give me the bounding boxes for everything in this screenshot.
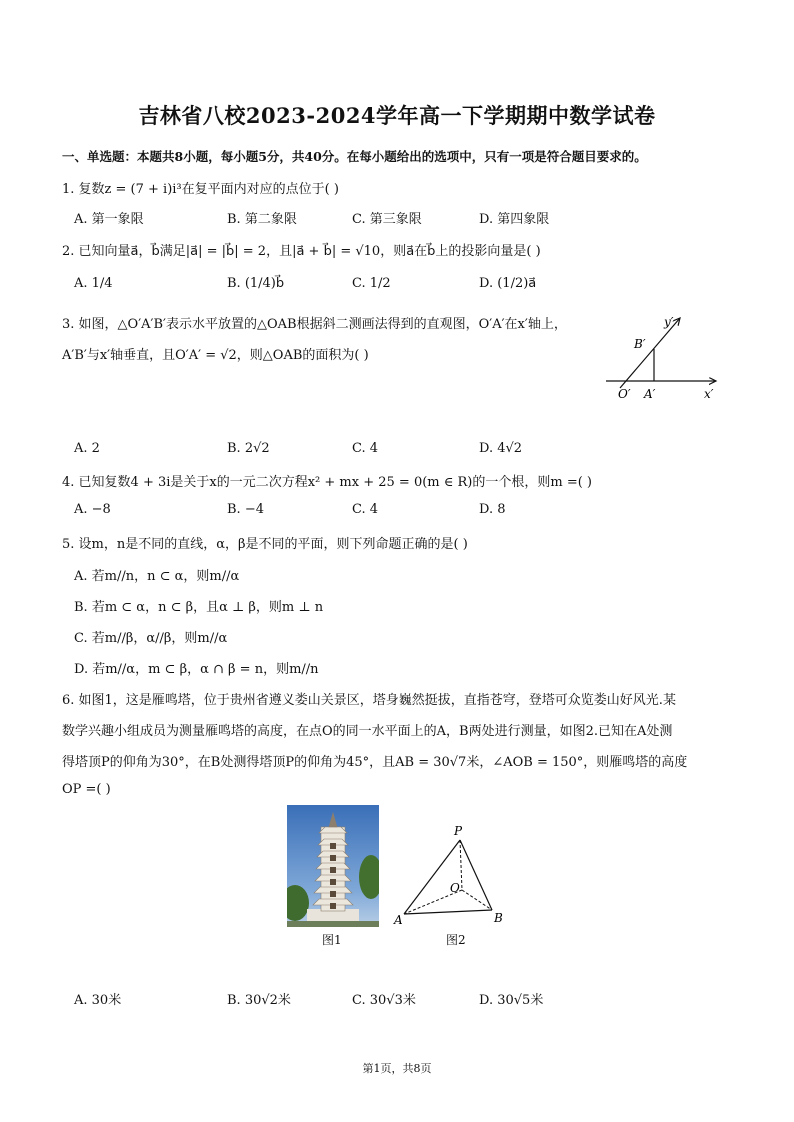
- question-3-stem-line2: A′B′与x′轴垂直，且O′A′ = √2，则△OAB的面积为( ): [62, 348, 369, 363]
- question-3-stem-line1: 3. 如图，△O′A′B′表示水平放置的△OAB根据斜二测画法得到的直观图，O′A′在x′轴上，: [62, 317, 567, 332]
- q3-oblique-projection-figure: [598, 310, 728, 405]
- label-o: O′: [618, 387, 631, 401]
- q1-option-a: A. 第一象限: [74, 212, 144, 227]
- ground: [287, 921, 379, 927]
- question-4-stem: 4. 已知复数4 + 3i是关于x的一元二次方程x² + mx + 25 = 0(m ∈ R)的一个根，则m =( ): [62, 475, 592, 490]
- q3-option-a: A. 2: [74, 441, 100, 456]
- label-x: x′: [704, 387, 714, 401]
- label-a: A′: [644, 387, 656, 401]
- label-b: B′: [634, 337, 646, 351]
- q5-option-a: A. 若m//n，n ⊂ α，则m//α: [74, 569, 240, 584]
- question-6-line4: OP =( ): [62, 782, 111, 797]
- question-1-options: [62, 208, 702, 226]
- edge-a-b: [404, 910, 492, 914]
- question-3-options: [62, 441, 702, 459]
- q6-option-b: B. 30√2米: [227, 993, 291, 1008]
- label-b: B: [494, 911, 503, 925]
- q2-option-d: D. (1/2)a⃗: [479, 276, 537, 291]
- label-y: y′: [664, 315, 674, 329]
- label-p: P: [454, 824, 463, 838]
- question-1-stem: 1. 复数z = (7 + i)i³在复平面内对应的点位于( ): [62, 182, 339, 197]
- q1-option-c: C. 第三象限: [352, 212, 422, 227]
- q3-option-b: B. 2√2: [227, 441, 270, 456]
- question-6-options: [62, 989, 702, 1007]
- q6-option-a: A. 30米: [74, 993, 122, 1008]
- question-6-line1: 6. 如图1，这是雁鸣塔，位于贵州省遵义娄山关景区，塔身巍然挺拔，直指苍穹，登塔可众览娄山好风光.某: [62, 693, 676, 708]
- page-footer: 第1页，共8页: [362, 1062, 432, 1075]
- section-heading: 一、单选题：本题共8小题，每小题5分，共40分。在每小题给出的选项中，只有一项是符合题目要求的。: [62, 149, 647, 164]
- q5-option-b: B. 若m ⊂ α，n ⊂ β，且α ⊥ β，则m ⊥ n: [74, 600, 324, 615]
- q2-option-b: B. (1/4)b⃗: [227, 276, 285, 291]
- question-2-stem: 2. 已知向量a⃗，b⃗满足|a⃗| = |b⃗| = 2，且|a⃗ + b⃗| = √10，则a⃗在b⃗上的投影向量是( ): [62, 244, 541, 259]
- question-6-line3: 得塔顶P的仰角为30°，在B处测得塔顶P的仰角为45°，且AB = 30√7米，∠AOB = 150°，则雁鸣塔的高度: [62, 755, 688, 770]
- q2-option-a: A. 1/4: [74, 276, 113, 291]
- q1-option-d: D. 第四象限: [479, 212, 550, 227]
- page-title: 吉林省八校2023-2024学年高一下学期期中数学试卷: [138, 103, 656, 128]
- tetrahedron-figure: [392, 820, 516, 930]
- q6-option-d: D. 30√5米: [479, 993, 544, 1008]
- question-6-line2: 数学兴趣小组成员为测量雁鸣塔的高度，在点O的同一水平面上的A，B两处进行测量，如图2.已知在A处测: [62, 724, 673, 739]
- q4-option-c: C. 4: [352, 502, 379, 517]
- figure-2-caption: 图2: [446, 933, 466, 947]
- question-2-options: [62, 276, 702, 294]
- pagoda-photo-figure: [287, 805, 379, 927]
- figure-1-caption: 图1: [322, 933, 342, 947]
- q6-option-c: C. 30√3米: [352, 993, 416, 1008]
- q3-option-d: D. 4√2: [479, 441, 523, 456]
- q5-option-d: D. 若m//α，m ⊂ β，α ∩ β = n，则m//n: [74, 662, 319, 677]
- q2-option-c: C. 1/2: [352, 276, 391, 291]
- label-a: A: [394, 913, 403, 927]
- q4-option-a: A. −8: [74, 502, 111, 517]
- question-5-stem: 5. 设m，n是不同的直线，α，β是不同的平面，则下列命题正确的是( ): [62, 537, 468, 552]
- edge-p-o: [460, 840, 462, 890]
- label-o: O: [450, 881, 460, 895]
- q4-option-d: D. 8: [479, 502, 506, 517]
- q1-option-b: B. 第二象限: [227, 212, 297, 227]
- q4-option-b: B. −4: [227, 502, 264, 517]
- q5-option-c: C. 若m//β，α//β，则m//α: [74, 631, 228, 646]
- question-4-options: [62, 502, 702, 520]
- q3-option-c: C. 4: [352, 441, 379, 456]
